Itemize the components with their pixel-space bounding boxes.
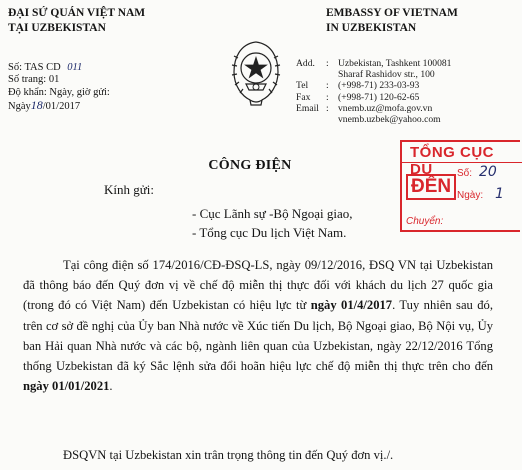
stamp-forward-label: Chuyển: [406, 216, 444, 227]
stamp-number-handwritten: 20 [479, 164, 497, 180]
embassy-name-vn [8, 6, 145, 36]
dispatch-date-suffix: /01/2017 [42, 101, 81, 113]
recipient-item: - Cục Lãnh sự -Bộ Ngoại giao, [192, 206, 353, 221]
tel-label: Tel [296, 80, 309, 92]
body-paragraph-2: ĐSQVN tại Uzbekistan xin trân trọng thông tin đến Quý đơn vị./. [63, 448, 394, 462]
stamp-date [457, 186, 504, 202]
effective-date-original: ngày 01/4/2017 [310, 298, 393, 313]
recipient-list [192, 204, 353, 242]
dispatch-date-prefix: Ngày [8, 101, 31, 113]
national-emblem-icon [228, 38, 284, 106]
body-paragraph-1 [23, 255, 493, 396]
dispatch-date-handwritten: 18 [30, 98, 43, 113]
dispatch-number [8, 62, 110, 74]
embassy-name-en [326, 6, 458, 36]
dispatch-meta [8, 62, 110, 114]
embassy-name-en-line1: EMBASSY OF VIETNAM [326, 7, 458, 19]
email-value-1: vnemb.uz@mofa.gov.vn [338, 102, 433, 114]
recipient-item: - Tổng cục Du lịch Việt Nam. [192, 225, 347, 240]
dispatch-number-label: Số: TAS CD [8, 62, 61, 73]
stamp-date-label: Ngày: [457, 190, 484, 201]
embassy-name-vn-line1: ĐẠI SỨ QUÁN VIỆT NAM [8, 7, 146, 19]
effective-date-new: ngày 01/01/2021 [23, 379, 110, 394]
embassy-name-en-line2: IN UZBEKISTAN [326, 22, 417, 34]
address-label: Add. [296, 58, 315, 69]
tel-value: (+998-71) 233-03-93 [338, 80, 420, 92]
stamp-title: TỔNG CỤC DU [410, 144, 494, 178]
body-text: . Tuy nhiên sau đó, trên cơ sở đề nghị của Ủy ban Nhà nước về Xúc tiến Du lịch, Bộ Ngoại giao, Bộ Nội vụ, Ủy ban Hải quan Nhà nước và các bộ, ngành liên quan của Uzbekistan, ngày 22/12/2016 Tổng thống Uzbekistan đã ký Sắc lệnh sửa đổi hoãn hiệu lực chế độ miễn thị thực trên cho đến [23, 298, 493, 374]
fax-value: (+998-71) 120-62-65 [338, 91, 420, 103]
body-text: . [109, 379, 113, 394]
urgency-line: Độ khẩn: Ngày, giờ gửi: [8, 86, 110, 98]
contact-info: Add. : Uzbekistan, Tashkent 100081 Sharaf Rashidov str., 100 Tel : (+998-71) 233-03-93 Fax : (+998-71) 120-62-65 Email : vnemb.uz@mofa.gov.vn vnemb.uzbek@yahoo.com [296, 58, 452, 126]
greeting: Kính gửi: [104, 182, 155, 197]
email-value-2: vnemb.uzbek@yahoo.com [338, 114, 441, 126]
address-line1: Uzbekistan, Tashkent 100081 [338, 58, 452, 69]
embassy-name-vn-line2: TẠI UZBEKISTAN [8, 22, 106, 34]
page-count: Số trang: 01 [8, 74, 60, 86]
address-line2: Sharaf Rashidov str., 100 [338, 69, 435, 81]
email-label: Email [296, 102, 319, 114]
stamp-received-label: ĐẾN [406, 174, 456, 200]
dispatch-date [8, 99, 110, 113]
document-title: CÔNG ĐIỆN [208, 158, 292, 173]
fax-label: Fax [296, 91, 311, 103]
dispatch-number-handwritten: 011 [67, 62, 83, 73]
stamp-number-label: Số: [457, 168, 473, 179]
body-text: Tại công điện số 174/2016/CĐ-ĐSQ-LS, ngày 09/12/2016, ĐSQ VN tại Uzbekistan đã thông báo đến Quý đơn vị về chế độ miễn thị thực đối với khách du lịch 27 quốc gia (trong đó có Việt Nam) đến Uzbekistan có hiệu lực từ [23, 258, 493, 313]
stamp-date-handwritten: 1 [495, 186, 504, 202]
received-stamp [400, 140, 520, 232]
